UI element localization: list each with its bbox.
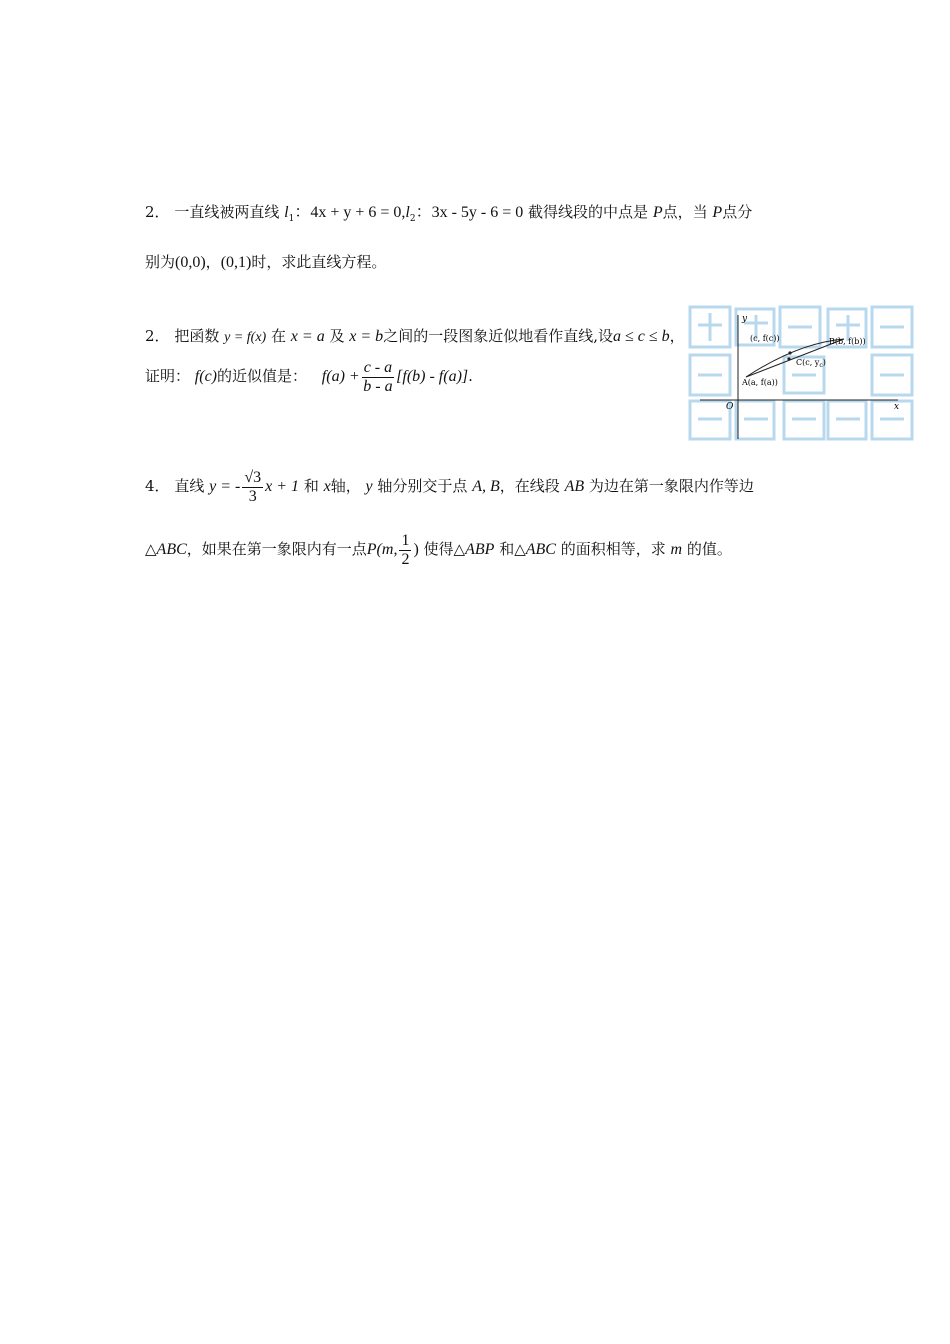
problem-number: 4． [145,477,170,495]
point-p-m: P(m, [366,541,398,558]
var-m: m [670,541,683,558]
problem-text: 在 [271,327,287,345]
point-marker [788,351,791,354]
point-p: P [712,204,723,221]
point-value: (0,1) [220,254,252,271]
inequality: a ≤ c ≤ b [612,328,670,345]
triangle-abp: ABP [465,541,495,558]
problem-text: 轴分别交于点 [377,477,468,495]
problem-text: 和△ [499,540,526,558]
problem-text: 之间的一段图象近似地看作直线,设 [383,327,613,345]
problem-text: 使得△ [423,540,466,558]
fraction [242,469,263,506]
paren: ) [413,541,419,558]
fraction-numerator: 1 [401,531,410,549]
equation-l1: ：4x + y + 6 = 0, [294,204,406,221]
point-value: (0,0) [175,254,206,271]
period: . [468,367,473,385]
problem-text: 为边在第一象限内作等边 [588,477,754,495]
triangle-abc: ABC [525,541,556,558]
point-label-a: A(a, f(a)) [742,378,778,387]
subscript: 2 [409,214,416,224]
bound-a: x = a [290,328,325,345]
line-l2: l [405,204,410,221]
problem-text: 证明： [145,367,191,385]
problem-number: 2． [145,203,170,221]
triangle-abc: ABC [156,541,187,558]
problem-text: 和 [303,477,319,495]
point-label-b: B(b, f(b)) [829,337,866,346]
equation-right: x + 1 [265,478,300,495]
var-x: x [323,478,331,495]
separator: ， [669,327,685,345]
formula-right: [f(b) - f(a)] [396,368,469,385]
points-ab: A, B [472,478,500,495]
x-axis-label: x [894,402,900,412]
fraction-denominator: 3 [248,487,257,505]
problem-text: 把函数 [174,327,220,345]
point-p: P [652,204,663,221]
problem-text: 截得线段的中点是 [528,203,649,221]
point-label-cfc: (c, f(c)) [750,334,780,343]
fraction-numerator: c - a [363,358,393,376]
triangle-symbol: △ [145,540,157,558]
watermark [690,307,912,439]
equation-l2: ：3x - 5y - 6 = 0 [415,204,524,221]
problem-text: 别为 [145,253,176,271]
problem-text: 的面积相等，求 [560,540,666,558]
problem1-line1 [145,202,752,229]
y-axis-label: y [742,314,748,324]
fraction [399,532,411,569]
formula-left: f(a) + [321,368,360,385]
fraction-denominator: b - a [363,377,393,395]
fraction [362,359,394,396]
problem2-line1 [145,326,685,348]
problem-text: 直线 [174,477,205,495]
problem-text: 时，求此直线方程。 [251,253,387,271]
function-graph [688,305,916,443]
var-y: y [365,478,373,495]
line-l1: l [284,204,289,221]
problem-number: 2． [145,327,170,345]
problem-text: 的近似值是： [217,367,308,385]
problem-text: 点，当 [662,203,708,221]
problem-text: 轴， [330,477,361,495]
problem3-line1 [145,458,754,515]
point-label-c: C(c, $y_c$) [796,358,826,369]
problem3-line2 [145,524,732,575]
subscript: 1 [288,214,295,224]
fraction-denominator: 2 [401,550,410,568]
segment-ab: AB [564,478,585,495]
problem-text: 一直线被两直线 [174,203,280,221]
equation-left: y = - [209,478,241,495]
problem-text: ，在线段 [499,477,560,495]
fraction-numerator: √3 [244,468,262,486]
separator: ， [205,253,221,271]
bound-b: x = b [349,328,384,345]
problem1-line2 [145,252,386,273]
point-marker [787,357,790,360]
problem-text: 及 [329,327,345,345]
problem2-line2 [145,358,473,396]
problem-text: 点分 [722,203,753,221]
origin-label: O [726,402,734,412]
problem-text: ，如果在第一象限内有一点 [186,540,367,558]
function-expression: y = f(x) [224,330,267,345]
function-value: f(c) [194,368,217,385]
problem-text: 的值。 [686,540,732,558]
